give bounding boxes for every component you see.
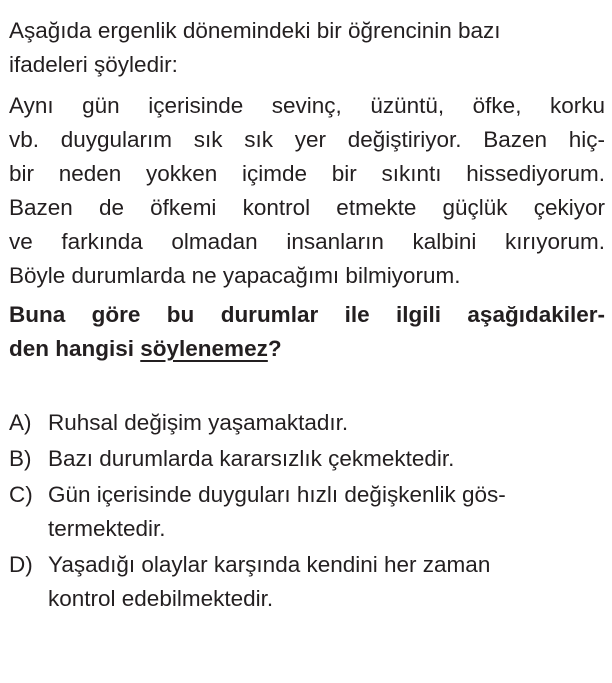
answer-options <box>9 406 605 616</box>
intro-line-2: ifadeleri şöyledir: <box>9 52 178 77</box>
option-c-text-line-1: Gün içerisinde duyguları hızlı değişkenlik gös- <box>48 482 506 507</box>
option-b-letter: B) <box>9 446 32 471</box>
stem-prefix: den hangisi <box>9 336 141 361</box>
option-d[interactable] <box>9 548 605 616</box>
statement-line-2: vb. duygularım sık sık yer değiştiriyor. Bazen hiç- <box>9 127 605 152</box>
option-b-text: Bazı durumlarda kararsızlık çekmektedir. <box>48 446 455 471</box>
option-c-text-line-2: termektedir. <box>48 516 166 541</box>
statement-line-1: Aynı gün içerisinde sevinç, üzüntü, öfke, korku <box>9 93 605 118</box>
stem-line-1: Buna göre bu durumlar ile ilgili aşağıdakiler- <box>9 302 605 327</box>
statement-line-4: Bazen de öfkemi kontrol etmekte güçlük çekiyor <box>9 195 605 220</box>
stem-line-2 <box>9 332 605 366</box>
negation-keyword: söylenemez <box>140 336 268 361</box>
question-page <box>9 14 605 618</box>
question-stem <box>9 298 605 366</box>
option-d-text-line-2: kontrol edebilmektedir. <box>48 586 274 611</box>
option-d-letter: D) <box>9 552 33 577</box>
option-c-letter: C) <box>9 482 33 507</box>
option-c[interactable] <box>9 478 605 546</box>
question-intro <box>9 14 605 82</box>
student-statement <box>9 89 605 293</box>
stem-suffix: ? <box>267 336 282 361</box>
statement-line-3: bir neden yokken içimde bir sıkıntı hissediyorum. <box>9 161 605 186</box>
intro-line-1: Aşağıda ergenlik dönemindeki bir öğrencinin bazı <box>9 18 501 43</box>
option-a-text: Ruhsal değişim yaşamaktadır. <box>48 410 349 435</box>
option-a-letter: A) <box>9 410 32 435</box>
statement-line-5: ve farkında olmadan insanların kalbini kırıyorum. <box>9 229 605 254</box>
option-a[interactable] <box>9 406 605 440</box>
statement-line-6: Böyle durumlarda ne yapacağımı bilmiyorum. <box>9 263 461 288</box>
option-b[interactable] <box>9 442 605 476</box>
option-d-text-line-1: Yaşadığı olaylar karşında kendini her zaman <box>48 552 491 577</box>
